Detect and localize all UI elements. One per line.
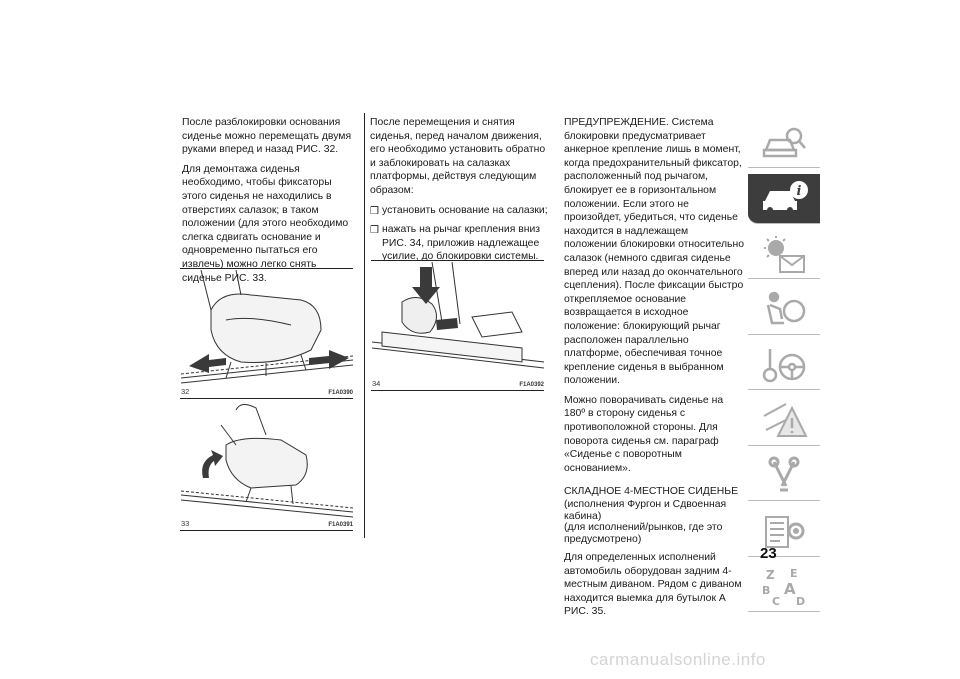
tab-car-search[interactable] — [748, 118, 820, 168]
tab-seatbelt-airbag[interactable] — [748, 285, 820, 335]
seat-remove-illustration — [181, 400, 353, 518]
warning-lights-icon — [760, 234, 808, 274]
paragraph-reinstall: После перемещения и снятия сиденья, перед началом движения, его необходимо установить обратно и заблокировать на салазках платформы, действуя следующим образом: — [370, 117, 546, 196]
tab-car-info[interactable] — [748, 174, 820, 224]
column-1 — [182, 116, 357, 291]
tab-key-steering[interactable] — [748, 340, 820, 390]
figure-rule — [180, 530, 353, 531]
tab-car-warning[interactable] — [748, 396, 820, 446]
seat-slide-illustration — [181, 270, 353, 386]
figure-number: 34 — [372, 379, 381, 388]
section-subheading-1: (исполнения Фургон и Сдвоенная кабина) — [564, 499, 727, 522]
figure-code: F1A0392 — [519, 382, 544, 388]
car-warning-icon — [760, 400, 808, 440]
index-letter: D — [796, 594, 806, 607]
figure-number: 33 — [181, 519, 190, 528]
page-number: 23 — [760, 545, 777, 562]
svg-text:i: i — [796, 184, 802, 199]
figure-code: F1A0390 — [328, 390, 353, 396]
figure-rule — [371, 260, 544, 261]
bullet-item — [370, 223, 550, 264]
index-letter: E — [790, 566, 798, 580]
section-subheading-2: (для исполнений/рынков, где это предусмотрено) — [564, 522, 723, 545]
paragraph-sofa: Для определенных исполнений автомобиль оборудован задним 4-местным диваном. Рядом с диваном находится выемка для бутылок А РИС. 35. — [564, 552, 742, 618]
bullet-box-icon: ❒ — [370, 225, 379, 237]
figure-number: 32 — [181, 387, 190, 396]
seatbelt-airbag-icon — [760, 289, 808, 329]
paragraph-warning: ПРЕДУПРЕЖДЕНИЕ. Система блокировки предусматривает анкерное крепление лишь в момент, когда предохранительный фиксатор, расположенный под рычагом, блокирует ее в горизонтальном положении. Если этого не произойдет, убедиться, что сиденье находится в надлежащем положении блокировки относительно салазок (немного сдвигая сиденье вперед или назад до окончательного сцепления). После фиксации быстро открепляемое основание возвращается в исходное положение: блокирующий рычаг расположен параллельно платформе, обеспечивая точное крепление сиденья в выбранном положении. — [564, 117, 744, 387]
tab-index[interactable] — [748, 562, 820, 612]
bullet-text: установить основание на салазки; — [382, 204, 548, 216]
key-steering-icon — [760, 345, 808, 385]
column-divider — [364, 113, 365, 538]
paragraph-removal: Для демонтажа сиденья необходимо, чтобы фиксаторы этого сиденья не находились в отверстиях салазок; в таком положении (для этого необходимо слегка сдвигать основание и одновременно пытаться его извлечь) можно легко снять сиденье РИС. 33. — [182, 163, 349, 284]
figure-34 — [372, 262, 544, 388]
tab-maintenance[interactable] — [748, 451, 820, 501]
figure-33 — [181, 400, 353, 528]
figure-code: F1A0391 — [328, 522, 353, 528]
car-info-icon — [759, 179, 809, 217]
bullet-item — [370, 204, 550, 218]
chapter-tabs — [748, 118, 820, 618]
lever-press-illustration — [372, 262, 544, 378]
column-3 — [564, 116, 744, 625]
index-letter: Z — [766, 567, 775, 582]
footer-watermark: carmanualsonline.info — [590, 650, 766, 669]
index-letters-icon — [760, 567, 808, 607]
paragraph-unlock: После разблокировки основания сиденье можно перемещать двумя руками вперед и назад РИС. 32. — [182, 117, 352, 156]
bullet-box-icon: ❒ — [370, 205, 379, 217]
index-letter: A — [784, 579, 796, 598]
tab-specifications[interactable] — [748, 507, 820, 557]
figure-rule — [371, 390, 544, 391]
figure-32 — [181, 270, 353, 396]
wrench-icon — [760, 456, 808, 496]
section-heading: СКЛАДНОЕ 4-МЕСТНОЕ СИДЕНЬЕ — [564, 486, 739, 498]
bullet-text: нажать на рычаг крепления вниз РИС. 34, приложив надлежащее усилие, до блокировки системы. — [382, 224, 541, 263]
index-letter: C — [772, 594, 781, 607]
figure-rule — [180, 398, 353, 399]
index-letter: B — [762, 583, 771, 597]
car-search-icon — [760, 124, 808, 162]
paragraph-rotate: Можно поворачивать сиденье на 180º в сторону сиденья с противоположной стороны. Для поворота сиденья см. параграф «Сиденье с поворотным основанием». — [564, 394, 724, 474]
column-2 — [370, 116, 550, 270]
figure-rule — [180, 268, 353, 269]
tab-warning-lights[interactable] — [748, 229, 820, 279]
